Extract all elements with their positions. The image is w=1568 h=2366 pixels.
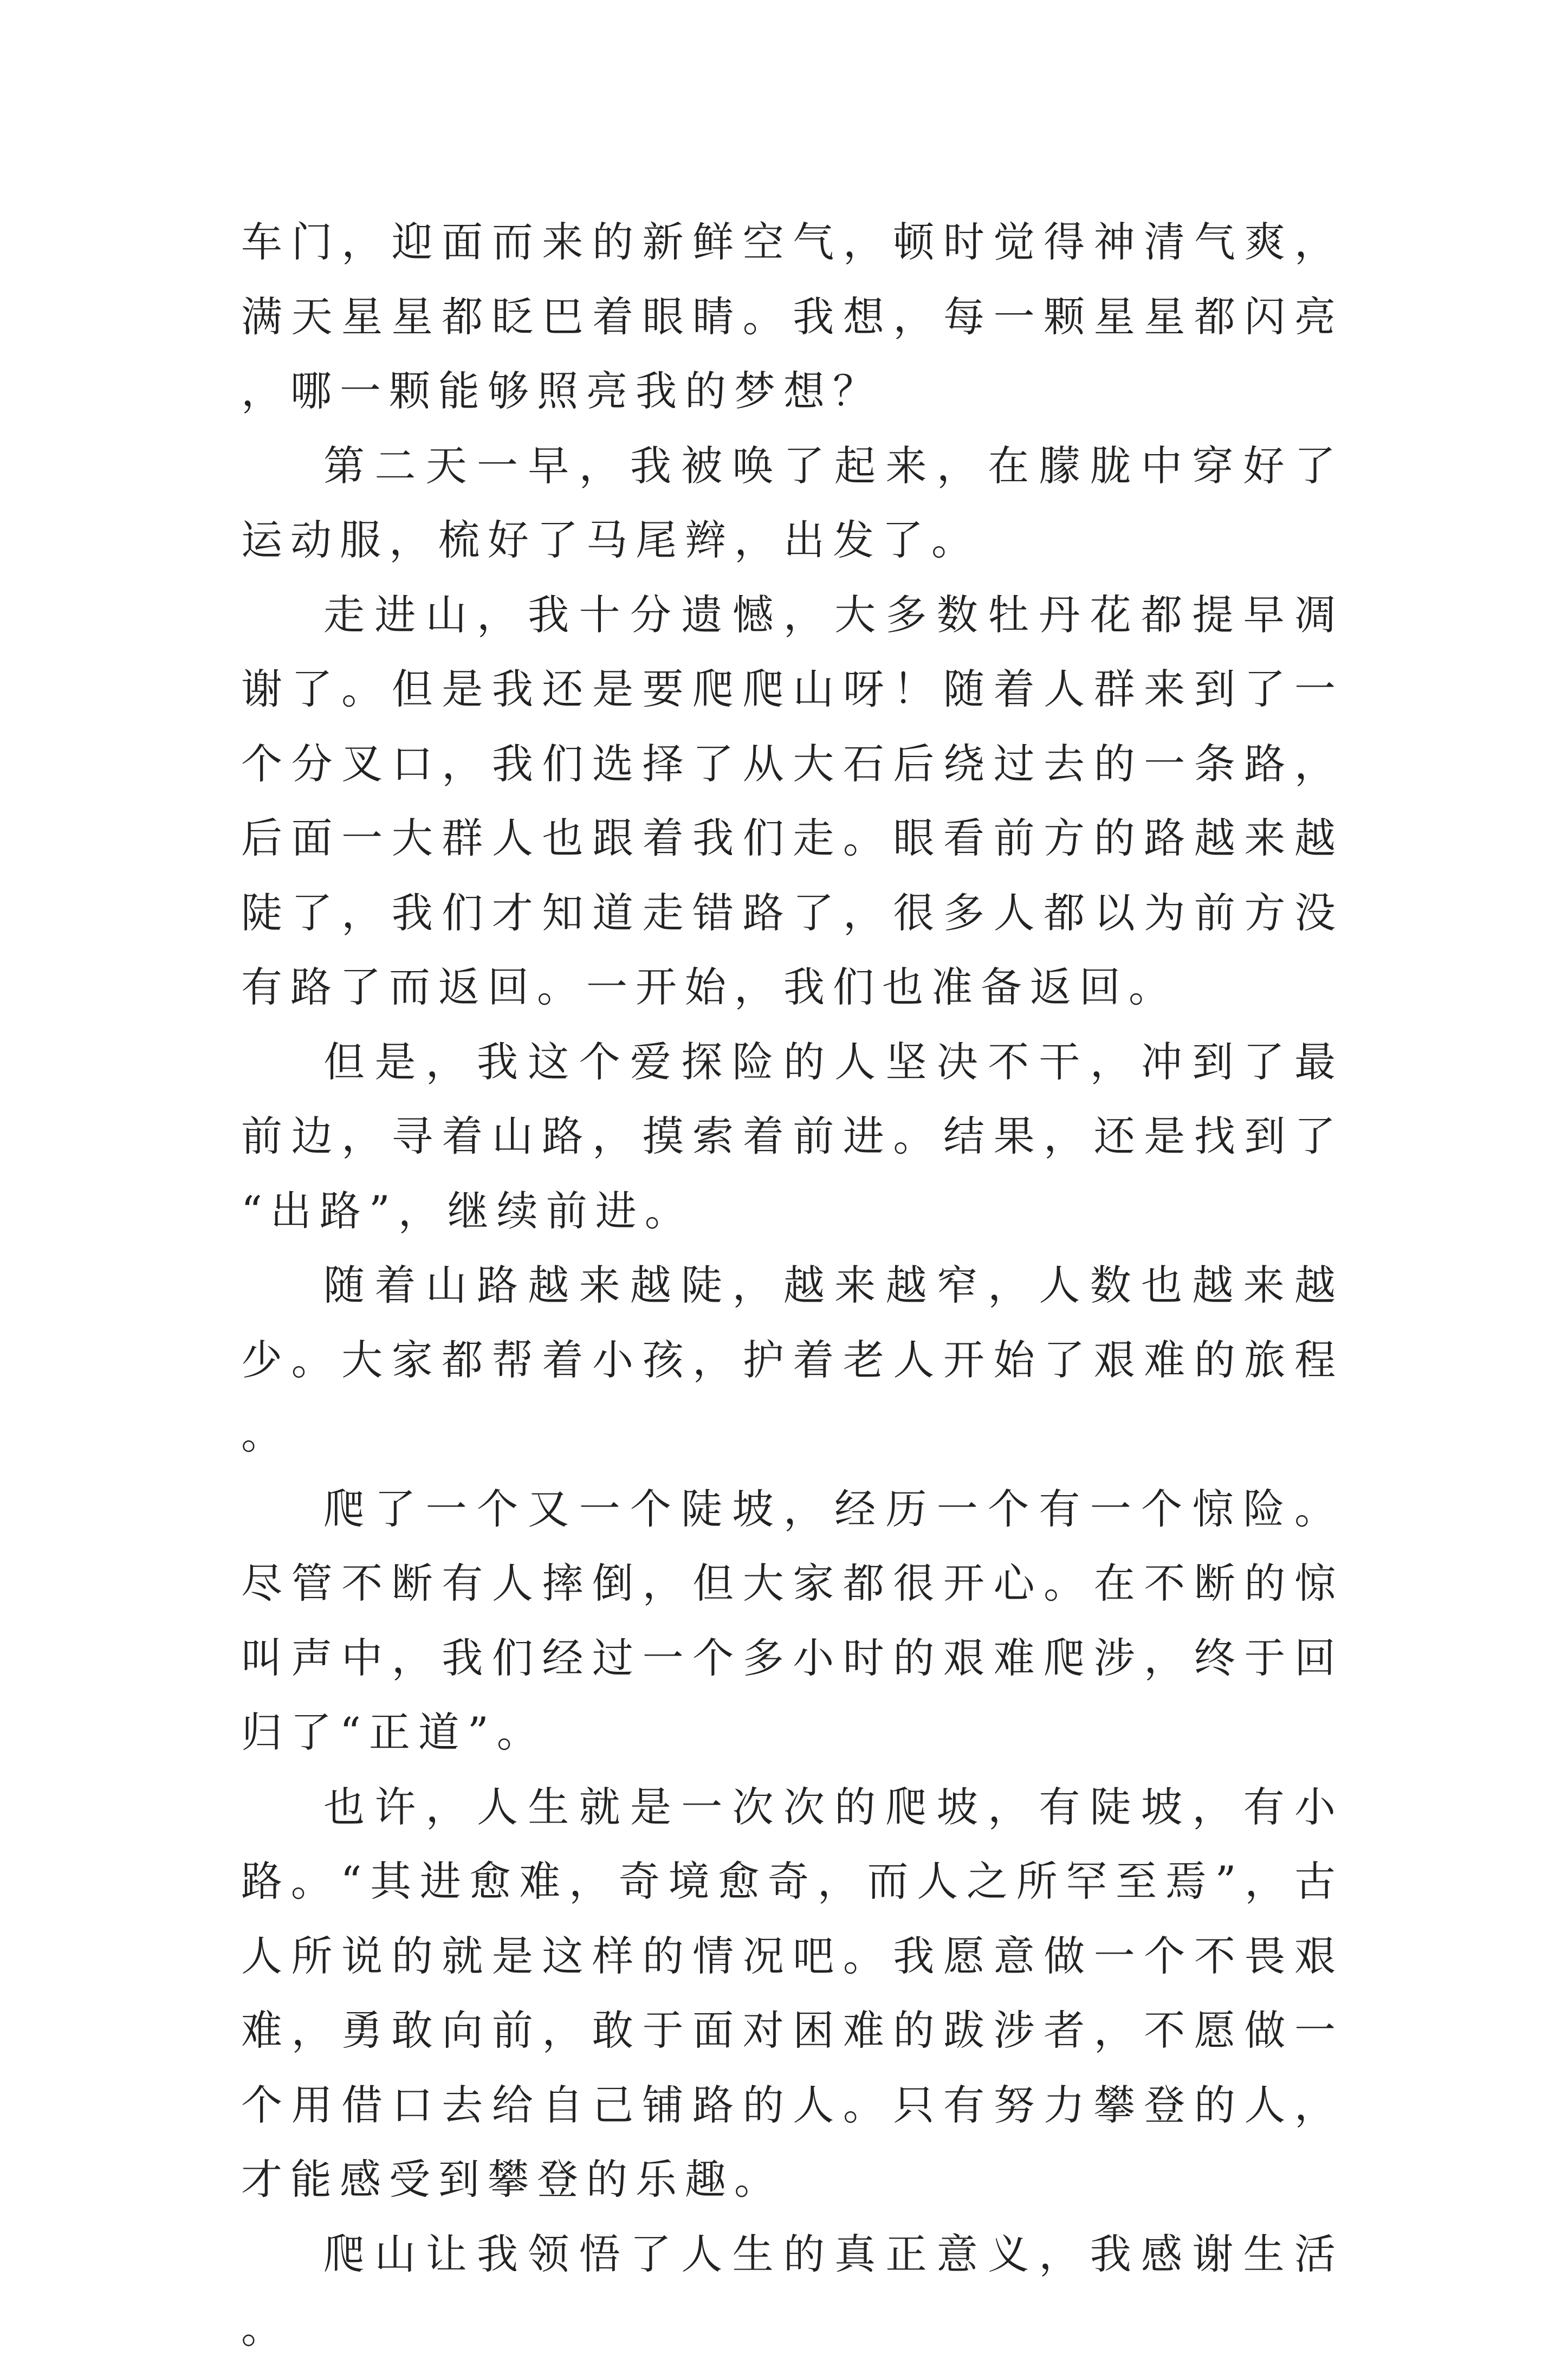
document-body xyxy=(241,205,1344,2366)
paragraph-5: 随着山路越来越陡，越来越窄，人数也越来越少。大家都帮着小孩，护着老人开始了艰难的旅程。 xyxy=(241,1261,1344,1458)
paragraph-1: 车门，迎面而来的新鲜空气，顿时觉得神清气爽，满天星星都眨巴着眼睛。我想，每一颗星星都闪亮，哪一颗能够照亮我的梦想？ xyxy=(241,218,1344,415)
paragraph-8: 爬山让我领悟了人生的真正意义，我感谢生活。 xyxy=(241,2229,1344,2352)
paragraph-2: 第二天一早，我被唤了起来，在朦胧中穿好了运动服，梳好了马尾辫，出发了。 xyxy=(241,441,1344,564)
paragraph-6: 爬了一个又一个陡坡，经历一个有一个惊险。尽管不断有人摔倒，但大家都很开心。在不断的惊叫声中，我们经过一个多小时的艰难爬涉，终于回归了“正道”。 xyxy=(241,1484,1344,1756)
paragraph-4: 但是，我这个爱探险的人坚决不干，冲到了最前边，寻着山路，摸索着前进。结果，还是找到了“出路”，继续前进。 xyxy=(241,1037,1344,1235)
paragraph-3: 走进山，我十分遗憾，大多数牡丹花都提早凋谢了。但是我还是要爬爬山呀！随着人群来到了一个分叉口，我们选择了从大石后绕过去的一条路，后面一大群人也跟着我们走。眼看前方的路越来越陡了，我们才知道走错路了，很多人都以为前方没有路了而返回。一开始，我们也准备返回。 xyxy=(241,590,1344,1011)
paragraph-7: 也许，人生就是一次次的爬坡，有陡坡，有小路。“其进愈难，奇境愈奇，而人之所罕至焉”，古人所说的就是这样的情况吧。我愿意做一个不畏艰难，勇敢向前，敢于面对困难的跋涉者，不愿做一个用借口去给自己铺路的人。只有努力攀登的人，才能感受到攀登的乐趣。 xyxy=(241,1782,1344,2203)
